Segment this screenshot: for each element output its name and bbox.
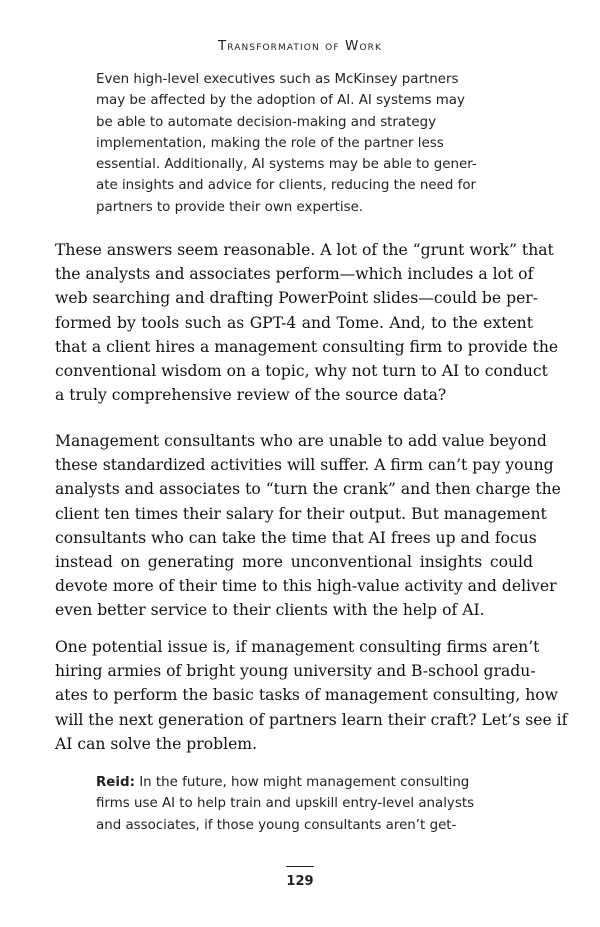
paragraph-line: analysts and associates to “turn the crank” and then charge the	[55, 480, 561, 499]
paragraph-line: Management consultants who are unable to add value beyond	[55, 432, 547, 450]
paragraph-line: One potential issue is, if management consulting firms aren’t	[55, 638, 540, 656]
speaker-label: Reid:	[96, 775, 135, 790]
paragraph-line: that a client hires a management consulting firm to provide the	[55, 337, 559, 356]
quote-line: firms use AI to help train and upskill entry-level analysts	[96, 796, 475, 812]
paragraph-line: a truly comprehensive review of the source data?	[55, 386, 447, 405]
quote-line: may be affected by the adoption of AI. AI systems may	[96, 93, 465, 109]
paragraph-line: the analysts and associates perform—which includes a lot of	[55, 265, 534, 284]
running-head: Transformation of Work	[217, 38, 383, 54]
page-number-rule	[286, 866, 314, 867]
quote-line: be able to automate decision-making and strategy	[96, 114, 437, 130]
quote-line: essential. Additionally, AI systems may be able to gener-	[96, 157, 477, 173]
paragraph-line: conventional wisdom on a topic, why not turn to AI to conduct	[55, 362, 548, 381]
paragraph-line: these standardized activities will suffer. A firm can’t pay young	[55, 456, 554, 475]
paragraph-line: client ten times their salary for their output. But management	[55, 504, 547, 523]
paragraph-line: consultants who can take the time that AI frees up and focus	[55, 528, 537, 547]
paragraph-line: devote more of their time to this high-value activity and deliver	[55, 577, 557, 596]
paragraph-line: These answers seem reasonable. A lot of the “grunt work” that	[55, 241, 554, 259]
paragraph-line: ates to perform the basic tasks of management consulting, how	[55, 686, 559, 705]
quote-line: partners to provide their own expertise.	[96, 199, 364, 215]
quote-line: implementation, making the role of the partner less	[96, 135, 444, 151]
page-number: 129	[286, 874, 314, 889]
body-paragraph	[55, 429, 561, 623]
paragraph-line: formed by tools such as GPT-4 and Tome. And, to the extent	[55, 313, 533, 332]
paragraph-line: instead on generating more unconventional insights could	[55, 553, 533, 572]
quote-line: ate insights and advice for clients, reducing the need for	[96, 178, 477, 194]
paragraph-line: hiring armies of bright young university and B-school gradu-	[55, 662, 536, 681]
block-quote-reid-prompt	[96, 772, 516, 836]
quote-text: In the future, how might management consulting	[134, 775, 470, 790]
paragraph-line: will the next generation of partners learn their craft? Let’s see if	[55, 710, 568, 729]
paragraph-line: web searching and drafting PowerPoint slides—could be per-	[55, 289, 539, 308]
paragraph-line: AI can solve the problem.	[55, 734, 258, 753]
quote-line: Even high-level executives such as McKinsey partners	[96, 72, 459, 87]
quote-line: and associates, if those young consultants aren’t get-	[96, 817, 457, 833]
block-quote-ai-response	[96, 69, 516, 218]
body-paragraph	[55, 238, 559, 407]
body-paragraph	[55, 635, 568, 756]
quote-line	[96, 772, 516, 793]
paragraph-line: even better service to their clients with the help of AI.	[55, 601, 485, 620]
